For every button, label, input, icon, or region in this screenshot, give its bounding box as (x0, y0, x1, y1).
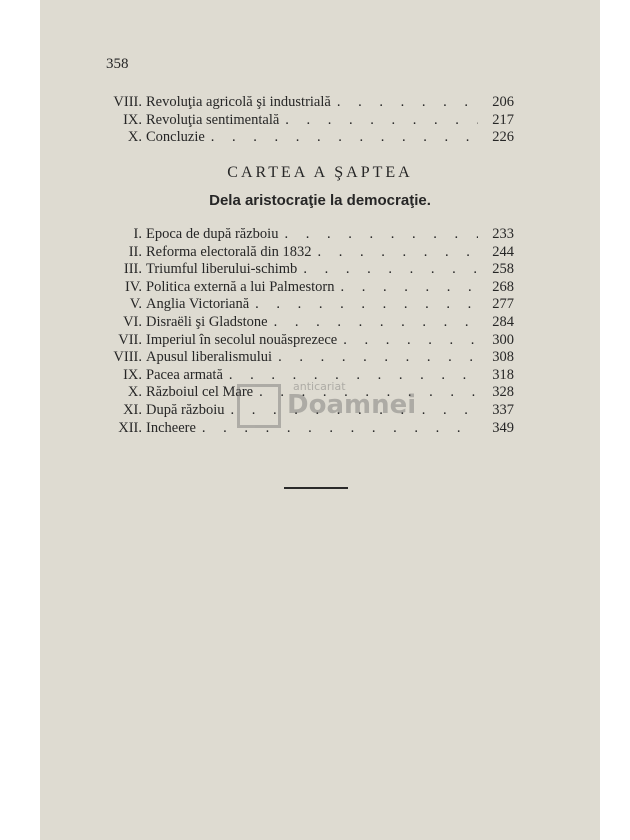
toc-list-top (98, 94, 514, 147)
chapter-page: 284 (492, 313, 514, 330)
chapter-title: Războiul cel Mare (146, 384, 254, 401)
chapter-title: Anglia Victoriană (146, 296, 250, 313)
chapter-page: 300 (492, 331, 514, 348)
chapter-title: Apusul liberalismului (146, 349, 273, 366)
divider-rule (284, 487, 348, 489)
chapter-page: 258 (492, 261, 514, 278)
page-number: 358 (106, 56, 129, 72)
dot-leader (297, 261, 478, 279)
chapter-page: 217 (492, 111, 514, 128)
toc-row (98, 112, 514, 130)
section-heading: CARTEA A ŞAPTEA (227, 164, 413, 181)
toc-row (98, 349, 514, 367)
chapter-page: 337 (492, 401, 514, 418)
chapter-number: X. (127, 129, 142, 146)
chapter-number: XII. (118, 419, 142, 436)
chapter-page: 226 (492, 129, 514, 146)
chapter-number: VI. (123, 313, 142, 330)
dot-leader (331, 94, 478, 112)
book-page (40, 0, 600, 840)
toc-row (98, 94, 514, 112)
chapter-number: II. (128, 243, 142, 260)
toc-row (98, 129, 514, 147)
watermark-logo-icon (237, 384, 281, 428)
chapter-title: Epoca de după războiu (146, 226, 279, 242)
chapter-number: IX. (123, 111, 142, 128)
chapter-number: VIII. (113, 349, 142, 366)
chapter-title: Concluzie (146, 129, 205, 146)
chapter-number: X. (127, 384, 142, 401)
chapter-number: IV. (124, 278, 142, 295)
toc-row (98, 244, 514, 262)
chapter-number: XI. (123, 401, 142, 418)
chapter-page: 277 (492, 296, 514, 313)
chapter-title: Disraëli şi Gladstone (146, 313, 268, 330)
chapter-title: Reforma electorală din 1832 (146, 243, 312, 260)
toc-row (98, 261, 514, 279)
dot-leader (311, 244, 478, 262)
watermark-big-text: Doamnei (287, 390, 417, 420)
chapter-number: I. (133, 226, 142, 242)
dot-leader (205, 129, 478, 147)
chapter-title: Revoluţia agricolă şi industrială (146, 94, 331, 110)
toc-row (98, 279, 514, 297)
chapter-number: VII. (118, 331, 142, 348)
chapter-page: 268 (492, 278, 514, 295)
chapter-title: Revoluţia sentimentală (146, 111, 280, 128)
dot-leader (337, 332, 478, 350)
chapter-page: 308 (492, 349, 514, 366)
chapter-page: 349 (492, 419, 514, 436)
watermark-small-text: anticariat (293, 380, 346, 393)
dot-leader (278, 226, 478, 244)
dot-leader (249, 296, 478, 314)
toc-row (98, 314, 514, 332)
toc-row (98, 296, 514, 314)
toc-row (98, 332, 514, 350)
chapter-title: Politica externă a lui Palmestorn (146, 278, 335, 295)
chapter-title: Pacea armată (146, 366, 223, 383)
chapter-title: Incheere (146, 419, 196, 436)
chapter-title: Imperiul în secolul nouăsprezece (146, 331, 338, 348)
watermark (237, 380, 427, 440)
chapter-title: Triumful liberului-schimb (146, 261, 298, 278)
chapter-page: 233 (492, 226, 514, 242)
chapter-number: VIII. (113, 94, 142, 110)
dot-leader (279, 112, 478, 130)
chapter-title: După războiu (146, 401, 225, 418)
chapter-number: III. (123, 261, 142, 278)
dot-leader (334, 279, 478, 297)
chapter-page: 244 (492, 243, 514, 260)
chapter-page: 328 (492, 384, 514, 401)
chapter-page: 206 (492, 94, 514, 110)
chapter-number: V. (129, 296, 142, 313)
chapter-page: 318 (492, 366, 514, 383)
toc-row (98, 226, 514, 244)
chapter-number: IX. (123, 366, 142, 383)
dot-leader (268, 314, 478, 332)
section-subheading: Dela aristocraţie la democraţie. (209, 192, 431, 209)
dot-leader (272, 349, 478, 367)
